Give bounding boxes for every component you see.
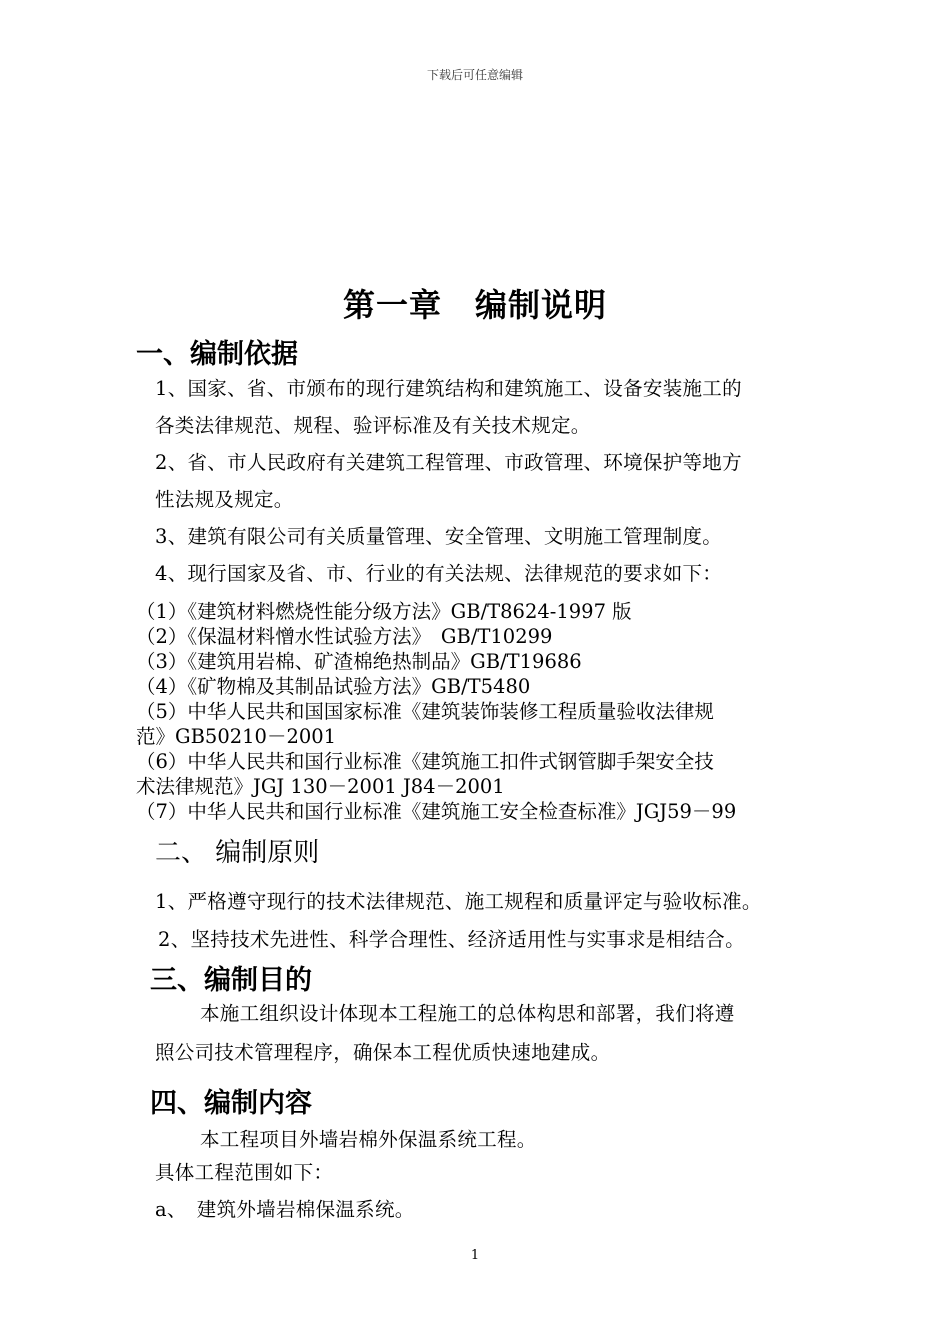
reference-6b: 术法律规范》JGJ 130－2001 J84－2001	[136, 775, 505, 798]
principle-item-2: 2、坚持技术先进性、科学合理性、经济适用性与实事求是相结合。	[158, 928, 745, 951]
purpose-line-1: 本施工组织设计体现本工程施工的总体构思和部署，我们将遵	[200, 1002, 735, 1025]
reference-5a: （5）中华人民共和国国家标准《建筑装饰装修工程质量验收法律规	[136, 700, 714, 723]
page-number: 1	[470, 1248, 480, 1263]
basis-item-4: 4、现行国家及省、市、行业的有关法规、法律规范的要求如下：	[155, 562, 723, 585]
page-header: 下载后可任意编辑	[426, 68, 523, 82]
basis-item-1a: 1、国家、省、市颁布的现行建筑结构和建筑施工、设备安装施工的	[155, 377, 742, 400]
basis-item-2b: 性法规及规定。	[155, 488, 294, 511]
section-heading-principles: 二、 编制原则	[155, 838, 320, 868]
reference-5b: 范》GB50210－2001	[136, 725, 337, 748]
reference-2: （2）《保温材料憎水性试验方法》 GB/T10299	[136, 625, 553, 648]
basis-item-3: 3、建筑有限公司有关质量管理、安全管理、文明施工管理制度。	[155, 525, 723, 548]
reference-7: （7）中华人民共和国行业标准《建筑施工安全检查标准》JGJ59－99	[136, 800, 737, 823]
content-line-2: 具体工程范围如下：	[155, 1161, 334, 1184]
content-line-3: a、 建筑外墙岩棉保温系统。	[155, 1198, 415, 1221]
reference-3: （3）《建筑用岩棉、矿渣棉绝热制品》GB/T19686	[136, 650, 582, 673]
reference-1: （1）《建筑材料燃烧性能分级方法》GB/T8624-1997 版	[136, 600, 632, 623]
section-heading-purpose: 三、编制目的	[150, 965, 312, 996]
basis-item-2a: 2、省、市人民政府有关建筑工程管理、市政管理、环境保护等地方	[155, 451, 742, 474]
chapter-title: 第一章 编制说明	[342, 286, 607, 324]
purpose-line-2: 照公司技术管理程序，确保本工程优质快速地建成。	[155, 1041, 611, 1064]
reference-4: （4）《矿物棉及其制品试验方法》GB/T5480	[136, 675, 531, 698]
reference-6a: （6）中华人民共和国行业标准《建筑施工扣件式钢管脚手架安全技	[136, 750, 714, 773]
section-heading-basis: 一、编制依据	[136, 339, 298, 370]
basis-item-1b: 各类法律规范、规程、验评标准及有关技术规定。	[155, 414, 591, 437]
content-line-1: 本工程项目外墙岩棉外保温系统工程。	[200, 1128, 537, 1151]
principle-item-1: 1、严格遵守现行的技术法律规范、施工规程和质量评定与验收标准。	[155, 890, 762, 913]
section-heading-content: 四、编制内容	[150, 1088, 312, 1119]
